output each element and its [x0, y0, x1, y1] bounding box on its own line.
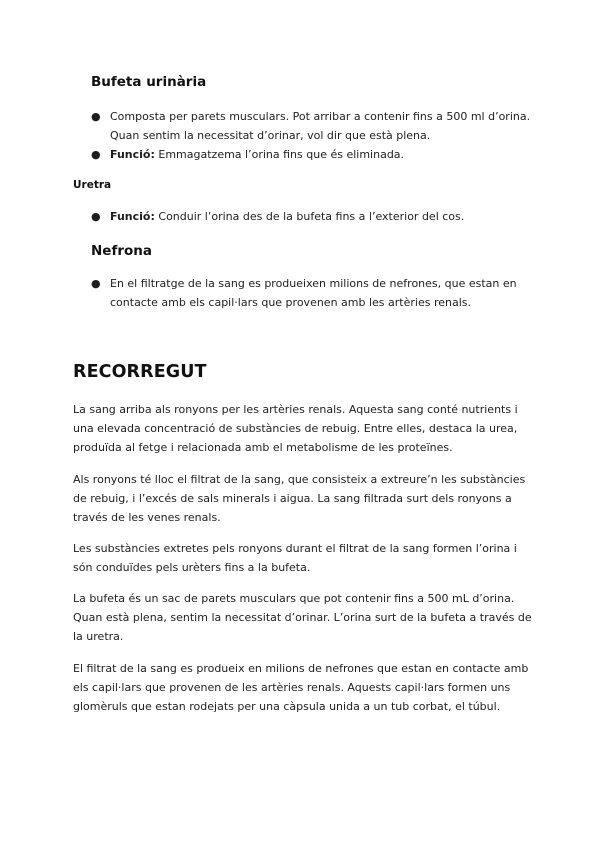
- heading-recorregut: RECORREGUT: [73, 362, 207, 382]
- list-item-label: Funció:: [110, 210, 155, 223]
- nefrona-list: [91, 274, 531, 312]
- list-item-text: En el filtratge de la sang es produeixen milions de nefrones, que estan en contacte amb els capil·lars que provenen amb les artèries renals.: [110, 277, 517, 309]
- bullet-icon: ●: [91, 277, 101, 290]
- paragraph-5: El filtrat de la sang es produeix en milions de nefrones que estan en contacte amb els capil·lars que provenen de les artèries renals. Aquests capil·lars formen uns glomèruls que estan rodejats per una càpsula unida a un tub corbat, el túbul.: [73, 662, 529, 713]
- heading-bufeta-urinaria: Bufeta urinària: [91, 74, 207, 90]
- list-item-text: Conduir l’orina des de la bufeta fins a l’exterior del cos.: [154, 210, 465, 223]
- paragraph-2: Als ronyons té lloc el filtrat de la sang, que consisteix a extreure’n les substàncies de rebuig, i l’excés de sals minerals i aigua. La sang filtrada surt dels ronyons a través de les venes renals.: [73, 473, 526, 524]
- paragraph-1: La sang arriba als ronyons per les artèries renals. Aquesta sang conté nutrients i una elevada concentració de substàncies de rebuig. Entre elles, destaca la urea, produïda al fetge i relacionada amb el metabolisme de les proteïnes.: [73, 403, 518, 454]
- heading-uretra: Uretra: [73, 179, 112, 191]
- bullet-icon: ●: [91, 110, 101, 123]
- bullet-icon: ●: [91, 210, 101, 223]
- uretra-list: [91, 207, 531, 226]
- list-item: [91, 107, 531, 145]
- heading-nefrona: Nefrona: [91, 243, 152, 259]
- list-item-text: Emmagatzema l’orina fins que és eliminada.: [154, 148, 405, 161]
- paragraph-4: La bufeta és un sac de parets musculars que pot contenir fins a 500 mL d’orina. Quan està plena, sentim la necessitat d’orinar. L’orina surt de la bufeta a través de la uretra.: [73, 592, 532, 643]
- paragraph-3: Les substàncies extretes pels ronyons durant el filtrat de la sang formen l’orina i són conduïdes pels urèters fins a la bufeta.: [73, 542, 517, 574]
- list-item: [91, 145, 531, 164]
- list-item-text: Composta per parets musculars. Pot arribar a contenir fins a 500 ml d’orina. Quan sentim la necessitat d’orinar, vol dir que està plena.: [110, 110, 531, 142]
- list-item: [91, 207, 531, 226]
- list-item: [91, 274, 531, 312]
- bufeta-list: [91, 107, 531, 164]
- list-item-label: Funció:: [110, 148, 155, 161]
- bullet-icon: ●: [91, 148, 101, 161]
